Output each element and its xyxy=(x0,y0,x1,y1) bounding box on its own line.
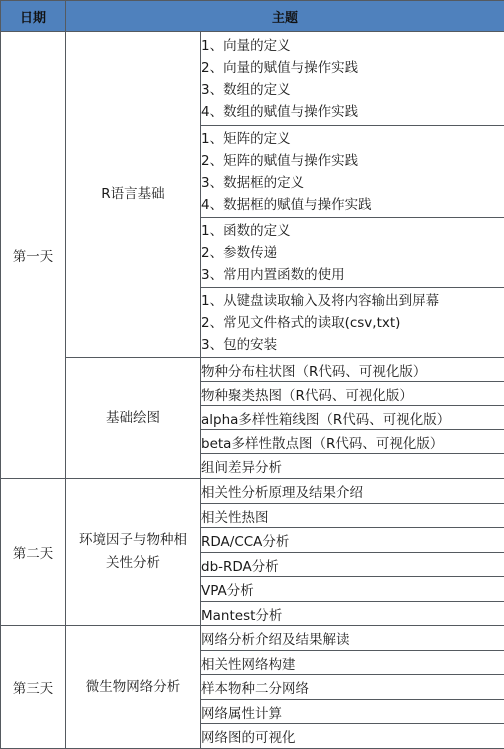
topic-group xyxy=(201,32,504,126)
topic-cell: Mantest分析 xyxy=(201,602,504,626)
topic-line: 1、从键盘读取输入及将内容输出到屏幕 xyxy=(201,290,504,312)
table-row xyxy=(1,358,504,382)
topic-line: 3、数组的定义 xyxy=(201,79,504,101)
topic-line: 2、矩阵的赋值与操作实践 xyxy=(201,150,504,172)
topic-line: 3、常用内置函数的使用 xyxy=(201,264,504,286)
table-row xyxy=(1,479,504,504)
header-topic: 主题 xyxy=(66,1,504,32)
topic-line: 1、向量的定义 xyxy=(201,35,504,57)
topic-cell: RDA/CCA分析 xyxy=(201,528,504,553)
topic-line: 3、数据框的定义 xyxy=(201,172,504,194)
topic-cell: 相关性分析原理及结果介绍 xyxy=(201,479,504,504)
topic-cell: 网络属性计算 xyxy=(201,700,504,724)
topic-cell: 网络分析介绍及结果解读 xyxy=(201,626,504,651)
topic-group xyxy=(201,288,504,358)
topic-cell: beta多样性散点图（R代码、可视化版） xyxy=(201,430,504,454)
topic-group xyxy=(201,126,504,218)
module-name-line: 环境因子与物种相 xyxy=(66,529,200,552)
topic-line: 4、数组的赋值与操作实践 xyxy=(201,101,504,123)
topic-cell: VPA分析 xyxy=(201,577,504,602)
table-row xyxy=(1,626,504,651)
topic-cell: 相关性网络构建 xyxy=(201,651,504,675)
header-date: 日期 xyxy=(1,1,66,32)
module-name xyxy=(66,479,201,626)
module-name: 基础绘图 xyxy=(66,358,201,479)
module-name: R语言基础 xyxy=(66,32,201,358)
topic-line: 1、函数的定义 xyxy=(201,220,504,242)
table-header-row xyxy=(1,1,504,32)
table-row xyxy=(1,32,504,126)
topic-line: 3、包的安装 xyxy=(201,334,504,356)
day-label: 第二天 xyxy=(1,479,66,626)
topic-group xyxy=(201,218,504,288)
module-name-line: 关性分析 xyxy=(66,552,200,575)
topic-cell: db-RDA分析 xyxy=(201,553,504,577)
topic-line: 2、向量的赋值与操作实践 xyxy=(201,57,504,79)
topic-cell: 物种聚类热图（R代码、可视化版） xyxy=(201,382,504,406)
topic-cell: 相关性热图 xyxy=(201,504,504,528)
topic-cell: 样本物种二分网络 xyxy=(201,675,504,700)
topic-line: 2、常见文件格式的读取(csv,txt) xyxy=(201,312,504,334)
topic-cell: alpha多样性箱线图（R代码、可视化版） xyxy=(201,406,504,430)
module-name: 微生物网络分析 xyxy=(66,626,201,749)
topic-line: 4、数据框的赋值与操作实践 xyxy=(201,194,504,216)
day-label: 第一天 xyxy=(1,32,66,479)
topic-cell: 网络图的可视化 xyxy=(201,724,504,749)
topic-line: 2、参数传递 xyxy=(201,242,504,264)
topic-cell: 组间差异分析 xyxy=(201,454,504,479)
topic-cell: 物种分布柱状图（R代码、可视化版） xyxy=(201,358,504,382)
topic-line: 1、矩阵的定义 xyxy=(201,128,504,150)
day-label: 第三天 xyxy=(1,626,66,749)
